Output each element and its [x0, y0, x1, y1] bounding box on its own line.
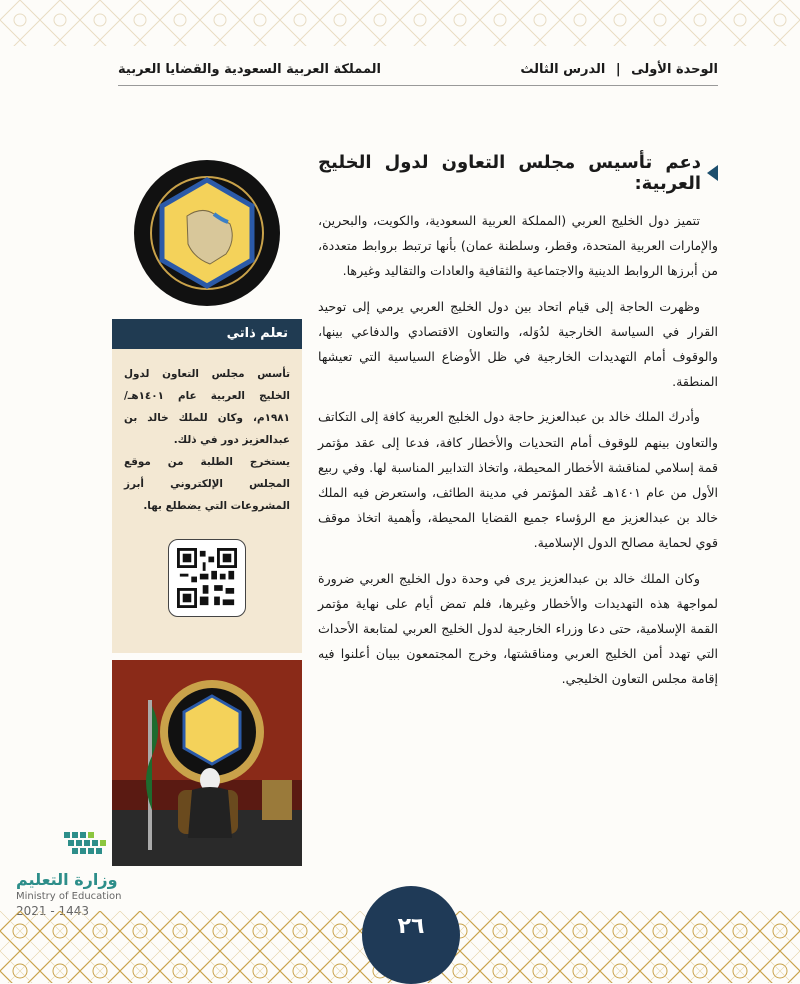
top-ornament [0, 0, 800, 46]
qr-code-icon [177, 548, 237, 608]
sidebar [112, 150, 302, 671]
ministry-dots-icon [16, 830, 112, 860]
gcc-logo [112, 150, 302, 315]
section-title-row [318, 152, 718, 194]
ministry-name-en: Ministry of Education [16, 891, 122, 902]
paragraph-1: تتميز دول الخليج العربي (المملكة العربية السعودية، والكويت، والبحرين، والإمارات العربية المتحدة، وقطر، وسلطنة عمان) بأنها ترتبط بروابط متعددة، من أبرزها الروابط الدينية والاجتماعية والثقافية والعادات والتقاليد وغيرها. [318, 213, 718, 279]
main-content [318, 152, 718, 702]
ministry-name-ar: وزارة التعليم [16, 870, 118, 889]
qr-code[interactable] [168, 539, 246, 617]
learn-text-2: يستخرج الطلبة من موقع المجلس الإلكتروني أبرز المشروعات التي يضطلع بها. [124, 456, 290, 512]
unit-lesson-header [520, 62, 718, 77]
header-separator: | [615, 62, 621, 77]
triangle-bullet-icon [707, 165, 718, 181]
self-learning-title: تعلم ذاتي [112, 319, 302, 349]
paragraph-2: وظهرت الحاجة إلى قيام اتحاد بين دول الخليج العربي يرمي إلى توحيد القرار في السياسة الخارجية لدُوَله، والتعاون الاقتصادي والدفاعي بينها، والوقوف أمام التهديدات الخارجية في ظل الأوضاع السياسية التي تعيشها المنطقة. [318, 298, 718, 390]
lesson-label: الدرس الثالث [520, 62, 606, 77]
header-divider [118, 85, 718, 86]
summit-photo [112, 660, 302, 866]
paragraph-4: وكان الملك خالد بن عبدالعزيز يرى في وحدة دول الخليج العربي ضرورة لمواجهة هذه التهديدات والأخطار وغيرها، فلم تمض أيام على نهاية مؤتمر القمة الإسلامية، حتى دعا وزراء الخارجية لدول الخليج العربي لمتابعة الأحداث التي تهدد أمن الخليج العربي ومناقشتها، وخرج المجتمعون ببيان أعلنوا فيه إقامة مجلس التعاون الخليجي. [318, 570, 718, 687]
page-number-badge [362, 886, 460, 984]
page-number: ٢٦ [397, 914, 425, 939]
self-learning-box [112, 349, 302, 653]
paragraph-3: وأدرك الملك خالد بن عبدالعزيز حاجة دول الخليج العربية كافة إلى التكاتف والتعاون بينهم للوقوف أمام التحديات والأخطار كافة، فدعا إلى عقد مؤتمر قمة إسلامي لمناقشة الأخطار المحيطة، واتخاذ التدابير المناسبة لها. وفي ربيع الأول من عام ١٤٠١هـ عُقد المؤتمر في مدينة الطائف، واستعرض فيه الملك خالد بن عبدالعزيز مع الرؤساء جميع القضايا المحيطة، وأهمية اتخاذ موقف قوي لحماية مصالح الدول الإسلامية. [318, 409, 719, 551]
section-title: دعم تأسيس مجلس التعاون لدول الخليج العربية: [318, 152, 701, 194]
unit-label: الوحدة الأولى [631, 62, 718, 77]
learn-text-1: تأسس مجلس التعاون لدول الخليج العربية عام ١٤٠١هـ/١٩٨١م، وكان للملك خالد بن عبدالعزيز دور في ذلك. [124, 368, 290, 446]
ministry-logo [16, 830, 136, 918]
topic-header: المملكة العربية السعودية والقضايا العربية [118, 62, 382, 77]
